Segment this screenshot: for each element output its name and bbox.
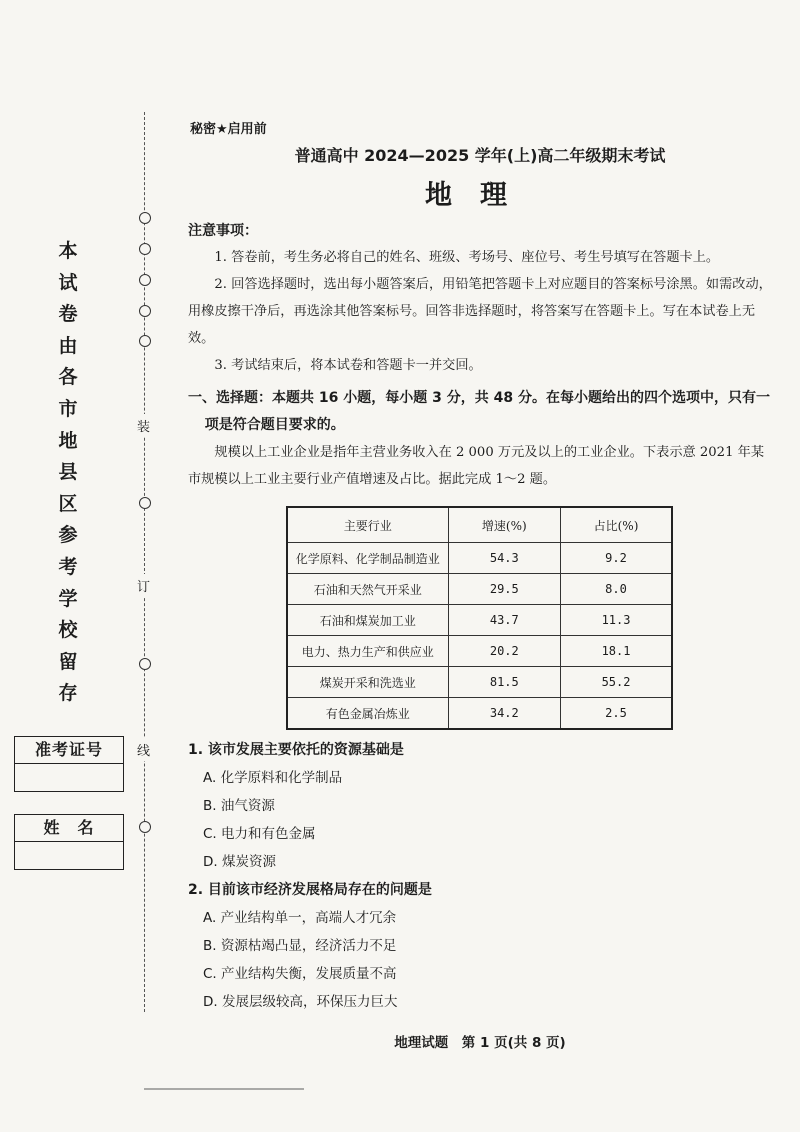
- binding-mark-xian: 线: [137, 738, 150, 761]
- admission-number-field[interactable]: [15, 764, 123, 791]
- admission-number-box: [14, 736, 124, 792]
- material-intro: 规模以上工业企业是指年主营业务收入在 2 000 万元及以上的工业企业。下表示意 2021 年某市规模以上工业主要行业产值增速及占比。据此完成 1～2 题。: [188, 445, 765, 487]
- name-field[interactable]: [15, 842, 123, 869]
- subject-title: 地理: [425, 180, 535, 211]
- option-a: A. 产业结构单一，高端人才冗余: [203, 910, 397, 926]
- sidebar-char: 区: [58, 492, 78, 515]
- table-cell-industry: 电力、热力生产和供应业: [287, 636, 448, 667]
- table-cell-growth: 20.2: [448, 636, 560, 667]
- table-header: 增速(%): [448, 507, 560, 543]
- option-d: D. 煤炭资源: [203, 854, 276, 870]
- sidebar-char: 存: [58, 682, 78, 705]
- sidebar-char: 县: [58, 461, 78, 484]
- confidential-label: 秘密★启用前: [190, 122, 267, 137]
- page-footer: 地理试题 第 1 页(共 8 页): [394, 1035, 566, 1051]
- table-cell-share: 8.0: [561, 574, 672, 605]
- table-row: [287, 543, 672, 574]
- table-header: 主要行业: [287, 507, 448, 543]
- option-b: B. 油气资源: [203, 798, 275, 814]
- notice-heading: 注意事项：: [188, 223, 258, 239]
- name-label: 姓 名: [15, 815, 123, 842]
- sidebar-char: 由: [58, 334, 78, 357]
- table-cell-industry: 石油和天然气开采业: [287, 574, 448, 605]
- section-heading: [188, 385, 773, 439]
- binding-hole-icon: [139, 212, 151, 224]
- admission-number-label: 准考证号: [15, 737, 123, 764]
- sidebar-vertical-note: [52, 236, 84, 710]
- sidebar-char: 试: [58, 271, 78, 294]
- table-cell-industry: 化学原料、化学制品制造业: [287, 543, 448, 574]
- binding-mark-zhuang: 装: [137, 414, 150, 437]
- table-header: 占比(%): [561, 507, 672, 543]
- question-stem: 2. 目前该市经济发展格局存在的问题是: [188, 882, 432, 898]
- sidebar-char: 参: [58, 524, 78, 547]
- binding-hole-icon: [139, 243, 151, 255]
- sidebar-char: 学: [58, 587, 78, 610]
- question-1: [188, 736, 773, 876]
- option-d: D. 发展层级较高，环保压力巨大: [203, 994, 398, 1010]
- table-cell-growth: 29.5: [448, 574, 560, 605]
- exam-content: [188, 218, 773, 1016]
- table-cell-growth: 81.5: [448, 667, 560, 698]
- binding-mark-ding: 订: [137, 574, 150, 597]
- binding-hole-icon: [139, 335, 151, 347]
- section-heading-line1: 一、选择题：本题共 16 小题，每小题 3 分，共 48 分。在每小题给出的四个选项中，只有一: [188, 390, 770, 406]
- binding-hole-icon: [139, 658, 151, 670]
- option-c: C. 产业结构失衡，发展质量不高: [203, 966, 397, 982]
- name-box: [14, 814, 124, 870]
- table-cell-growth: 54.3: [448, 543, 560, 574]
- table-cell-growth: 43.7: [448, 605, 560, 636]
- table-cell-share: 2.5: [561, 698, 672, 730]
- sidebar-char: 地: [58, 429, 78, 452]
- table-row: [287, 698, 672, 730]
- binding-hole-icon: [139, 821, 151, 833]
- notice-item: 3. 考试结束后，将本试卷和答题卡一并交回。: [214, 358, 482, 373]
- binding-hole-icon: [139, 274, 151, 286]
- binding-hole-icon: [139, 305, 151, 317]
- binding-hole-icon: [139, 497, 151, 509]
- sidebar-char: 考: [58, 555, 78, 578]
- sidebar-char: 各: [58, 366, 78, 389]
- notice-item: 2. 回答选择题时，选出每小题答案后，用铅笔把答题卡上对应题目的答案标号涂黑。如需改动，用橡皮擦干净后，再选涂其他答案标号。回答非选择题时，将答案写在答题卡上。写在本试卷上无效。: [188, 277, 772, 346]
- section-heading-line2: 项是符合题目要求的。: [204, 417, 345, 433]
- notice-item: 1. 答卷前，考生务必将自己的姓名、班级、考场号、座位号、考生号填写在答题卡上。: [214, 250, 720, 265]
- table-row: [287, 667, 672, 698]
- sidebar-char: 留: [58, 650, 78, 673]
- table-cell-share: 9.2: [561, 543, 672, 574]
- table-cell-growth: 34.2: [448, 698, 560, 730]
- table-cell-industry: 有色金属冶炼业: [287, 698, 448, 730]
- sidebar-char: 卷: [58, 303, 78, 326]
- option-a: A. 化学原料和化学制品: [203, 770, 343, 786]
- table-cell-share: 55.2: [561, 667, 672, 698]
- question-2: [188, 876, 773, 1016]
- table-row: [287, 605, 672, 636]
- scan-smudge: [144, 1088, 304, 1090]
- table-row: [287, 574, 672, 605]
- question-stem: 1. 该市发展主要依托的资源基础是: [188, 742, 404, 758]
- table-row: [287, 636, 672, 667]
- sidebar-char: 市: [58, 397, 78, 420]
- exam-title: 普通高中 2024—2025 学年(上)高二年级期末考试: [294, 146, 666, 165]
- option-b: B. 资源枯竭凸显，经济活力不足: [203, 938, 397, 954]
- table-cell-industry: 煤炭开采和洗选业: [287, 667, 448, 698]
- table-cell-industry: 石油和煤炭加工业: [287, 605, 448, 636]
- table-header-row: [287, 507, 672, 543]
- table-cell-share: 11.3: [561, 605, 672, 636]
- option-c: C. 电力和有色金属: [203, 826, 316, 842]
- sidebar-char: 本: [58, 240, 78, 262]
- industry-table: [286, 506, 673, 730]
- sidebar-char: 校: [58, 619, 78, 642]
- table-cell-share: 18.1: [561, 636, 672, 667]
